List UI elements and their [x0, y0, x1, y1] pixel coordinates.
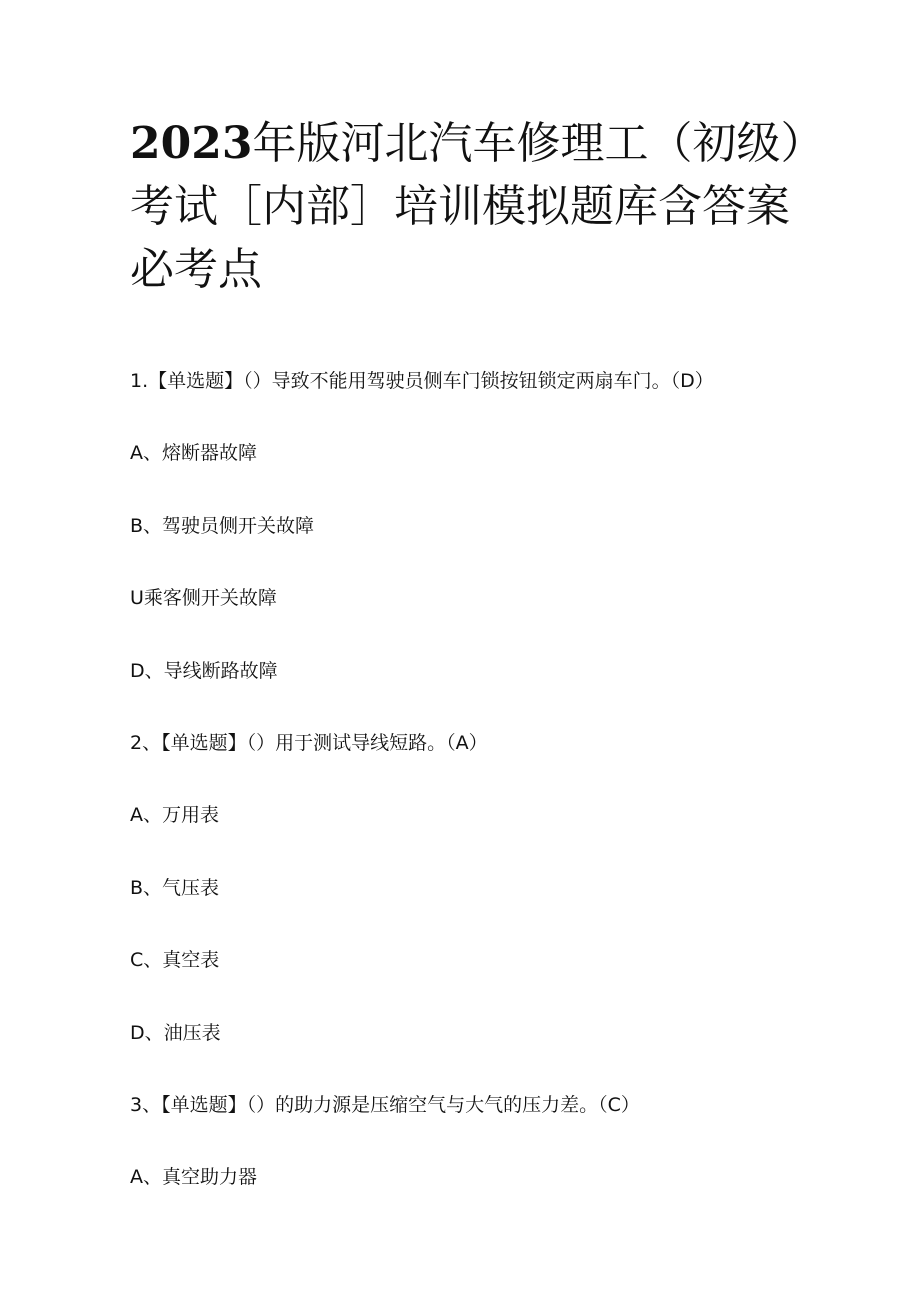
question-2-option-a: A、万用表 [130, 804, 219, 826]
question-2-option-b: B、气压表 [130, 877, 220, 899]
question-2-stem: 2、【单选题】（）用于测试导线短路。（A） [130, 732, 488, 754]
question-1-option-a: A、熔断器故障 [130, 442, 257, 464]
title-line-3: 必考点 [130, 244, 262, 295]
question-2-option-d: D、油压表 [130, 1022, 221, 1044]
question-3-option-a: A、真空助力器 [130, 1166, 257, 1188]
question-1-option-c: U乘客侧开关故障 [130, 587, 277, 609]
title-line-1-text: 年版河北汽车修理工（初级） [252, 118, 825, 169]
title-line-2: 考试［内部］培训模拟题库含答案 [130, 181, 790, 232]
question-1-option-b: B、驾驶员侧开关故障 [130, 515, 315, 537]
question-2-option-c: C、真空表 [130, 949, 220, 971]
question-1-stem: 1.【单选题】（）导致不能用驾驶员侧车门锁按钮锁定两扇车门。（D） [130, 370, 714, 392]
document-title [130, 112, 825, 301]
question-3-stem: 3、【单选题】（）的助力源是压缩空气与大气的压力差。（C） [130, 1094, 640, 1116]
title-year: 2023 [130, 118, 253, 169]
title-line-1 [130, 112, 825, 175]
question-1-option-d: D、导线断路故障 [130, 660, 278, 682]
